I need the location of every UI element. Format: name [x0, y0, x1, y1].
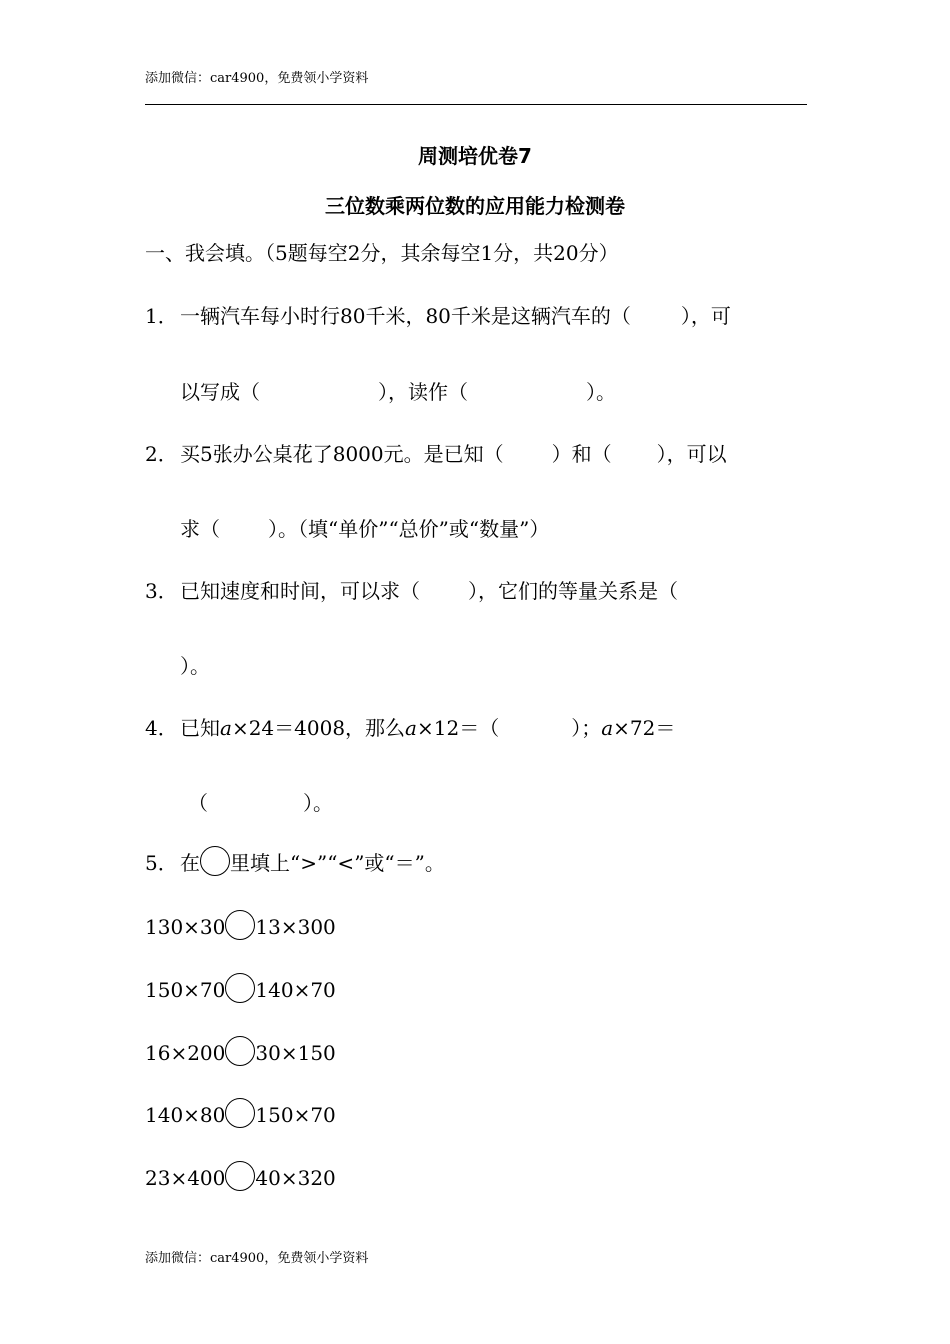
- circle-blank-icon: [200, 846, 230, 876]
- comparison-row: 16×200 30×150: [145, 1036, 336, 1066]
- question-number: 2．: [145, 442, 178, 466]
- page-title: 周测培优卷7: [418, 144, 532, 168]
- header-rule: [145, 104, 807, 105]
- question-number: 4．: [145, 716, 178, 740]
- question-4-line-2: （ ）。: [188, 791, 333, 815]
- question-number: 5．: [145, 851, 178, 875]
- comparison-row: 150×70 140×70: [145, 973, 336, 1003]
- question-3-line-2: ）。: [180, 654, 210, 678]
- question-number: 1．: [145, 304, 178, 328]
- comparison-row: 130×30 13×300: [145, 910, 336, 940]
- question-5-line-1: 5． 在 里填上“>”“<”或“＝”。: [145, 846, 445, 876]
- comparison-circle[interactable]: [225, 1036, 255, 1066]
- question-number: 3．: [145, 579, 178, 603]
- question-2-line-2: 求（ ）。（填“单价”“总价”或“数量”）: [180, 517, 550, 541]
- comparison-circle[interactable]: [225, 1161, 255, 1191]
- comparison-circle[interactable]: [225, 910, 255, 940]
- comparison-row: 140×80 150×70: [145, 1098, 336, 1128]
- comparison-circle[interactable]: [225, 1098, 255, 1128]
- question-4-line-1: 4． 已知a×24＝4008，那么a×12＝（ ）；a×72＝: [145, 712, 675, 741]
- question-1-line-1: 1． 一辆汽车每小时行80千米，80千米是这辆汽车的（ ），可: [145, 300, 731, 329]
- comparison-circle[interactable]: [225, 973, 255, 1003]
- comparison-row: 23×400 40×320: [145, 1161, 336, 1191]
- section-1-heading: 一、我会填。（5题每空2分，其余每空1分，共20分）: [145, 241, 619, 265]
- page-header: 添加微信：car4900，免费领小学资料: [145, 71, 369, 86]
- page-subtitle: 三位数乘两位数的应用能力检测卷: [325, 194, 625, 218]
- question-1-line-2: 以写成（ ），读作（ ）。: [180, 380, 616, 404]
- page-footer: 添加微信：car4900，免费领小学资料: [145, 1251, 369, 1266]
- question-2-line-1: 2． 买5张办公桌花了8000元。是已知（ ）和（ ），可以: [145, 438, 727, 467]
- question-3-line-1: 3． 已知速度和时间，可以求（ ），它们的等量关系是（: [145, 575, 678, 604]
